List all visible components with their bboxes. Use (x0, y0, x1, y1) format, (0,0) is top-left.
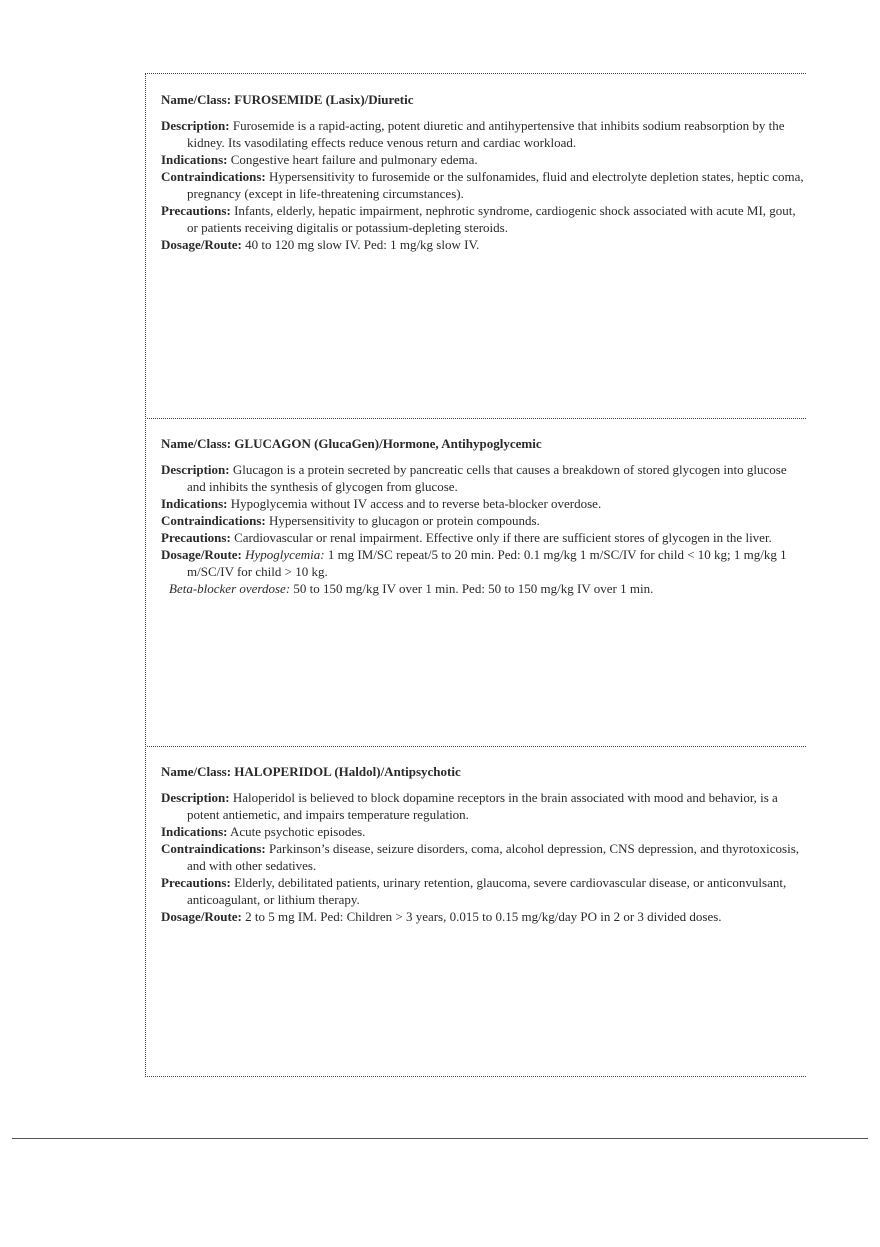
drug-card-title (161, 763, 806, 780)
contraindications-field (161, 840, 806, 874)
field-text: Infants, elderly, hepatic impairment, nephrotic syndrome, cardiogenic shock associated with acute MI, gout, or patients receiving digitalis or potassium-depleting steroids. (187, 203, 796, 235)
field-text: Hypersensitivity to furosemide or the sulfonamides, fluid and electrolyte depletion states, heptic coma, pregnancy (except in life-threatening circumstances). (187, 169, 804, 201)
field-text: Elderly, debilitated patients, urinary retention, glaucoma, severe cardiovascular disease, or anticonvulsant, anticoagulant, or lithium therapy. (187, 875, 787, 907)
card-divider (145, 418, 806, 419)
field-label: Indications: (161, 824, 228, 839)
title-label: Name/Class: (161, 764, 232, 779)
drug-card-glucagon (161, 435, 806, 597)
title-label: Name/Class: (161, 92, 232, 107)
drug-card-furosemide (161, 91, 806, 253)
field-label: Contraindications: (161, 169, 266, 184)
field-text: Furosemide is a rapid-acting, potent diuretic and antihypertensive that inhibits sodium reabsorption by the kidney. Its vasodilating effects reduce venous return and cardiac workload. (187, 118, 785, 150)
dosage-condition: Hypoglycemia: (245, 547, 325, 562)
field-label: Indications: (161, 152, 228, 167)
indications-field (161, 151, 806, 168)
card-divider (145, 746, 806, 747)
precautions-field (161, 202, 806, 236)
description-field (161, 117, 806, 151)
field-text: 40 to 120 mg slow IV. Ped: 1 mg/kg slow IV. (245, 237, 480, 252)
indications-field (161, 495, 806, 512)
field-text: Glucagon is a protein secreted by pancreatic cells that causes a breakdown of stored glycogen into glucose and inhibits the synthesis of glycogen from glucose. (187, 462, 787, 494)
description-field (161, 789, 806, 823)
dosage-route-field (161, 908, 806, 925)
drug-card-title (161, 435, 806, 452)
drug-name-class: GLUCAGON (GlucaGen)/Hormone, Antihypoglycemic (234, 436, 542, 451)
field-label: Description: (161, 790, 230, 805)
dosage-condition: Beta-blocker overdose: (169, 581, 291, 596)
field-label: Precautions: (161, 875, 231, 890)
field-label: Indications: (161, 496, 228, 511)
dosage-route-continuation (161, 580, 806, 597)
drug-card-haloperidol (161, 763, 806, 925)
drug-name-class: HALOPERIDOL (Haldol)/Antipsychotic (234, 764, 461, 779)
field-text: 1 mg IM/SC repeat/5 to 20 min. Ped: 0.1 mg/kg 1 m/SC/IV for child < 10 kg; 1 mg/kg 1 m/SC/IV for child > 10 kg. (187, 547, 787, 579)
drug-name-class: FUROSEMIDE (Lasix)/Diuretic (234, 92, 414, 107)
title-label: Name/Class: (161, 436, 232, 451)
drug-card-title (161, 91, 806, 108)
field-text: Parkinson’s disease, seizure disorders, coma, alcohol depression, CNS depression, and thyrotoxicosis, and with other sedatives. (187, 841, 800, 873)
description-field (161, 461, 806, 495)
field-text: 50 to 150 mg/kg IV over 1 min. Ped: 50 to 150 mg/kg IV over 1 min. (293, 581, 654, 596)
field-label: Contraindications: (161, 841, 266, 856)
contraindications-field (161, 512, 806, 529)
field-label: Contraindications: (161, 513, 266, 528)
field-label: Description: (161, 462, 230, 477)
precautions-field (161, 874, 806, 908)
field-label: Dosage/Route: (161, 909, 242, 924)
field-text: Hypoglycemia without IV access and to reverse beta-blocker overdose. (230, 496, 602, 511)
indications-field (161, 823, 806, 840)
page-footer-rule (12, 1138, 868, 1139)
field-text: Hypersensitivity to glucagon or protein compounds. (268, 513, 540, 528)
field-text: Congestive heart failure and pulmonary edema. (230, 152, 478, 167)
field-label: Dosage/Route: (161, 237, 242, 252)
field-label: Precautions: (161, 203, 231, 218)
contraindications-field (161, 168, 806, 202)
field-text: Haloperidol is believed to block dopamine receptors in the brain associated with mood and behavior, is a potent antiemetic, and impairs temperature regulation. (187, 790, 778, 822)
dosage-route-field (161, 546, 806, 580)
field-text: Cardiovascular or renal impairment. Effective only if there are sufficient stores of glycogen in the liver. (234, 530, 772, 545)
dosage-route-field (161, 236, 806, 253)
field-text: Acute psychotic episodes. (230, 824, 366, 839)
field-label: Description: (161, 118, 230, 133)
precautions-field (161, 529, 806, 546)
field-text: 2 to 5 mg IM. Ped: Children > 3 years, 0.015 to 0.15 mg/kg/day PO in 2 or 3 divided doses. (245, 909, 722, 924)
field-label: Precautions: (161, 530, 231, 545)
field-label: Dosage/Route: (161, 547, 242, 562)
